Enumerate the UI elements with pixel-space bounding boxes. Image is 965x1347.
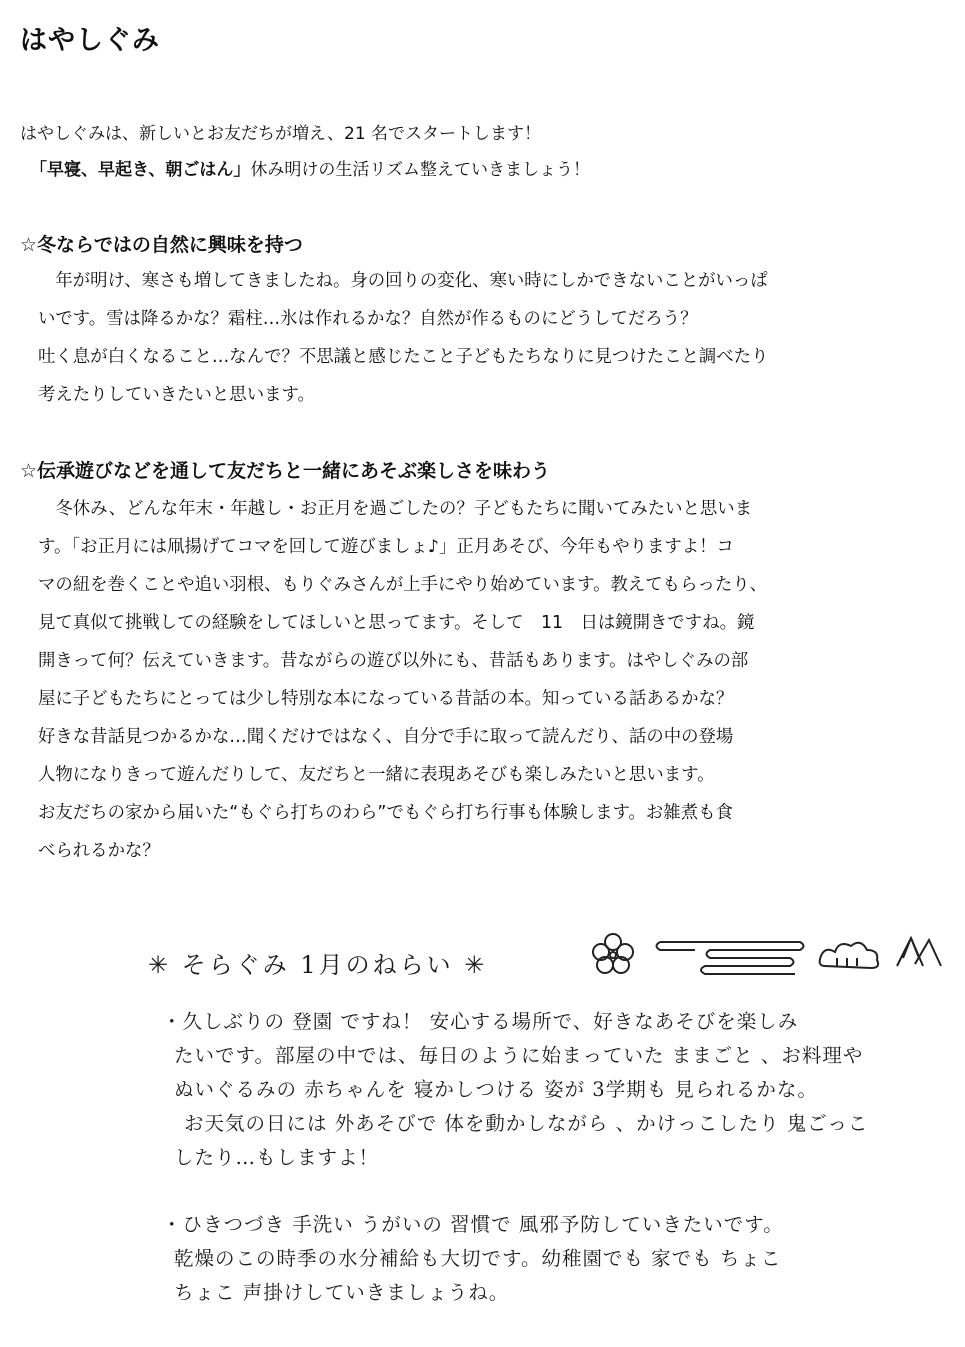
intro-paragraph — [20, 116, 590, 188]
section-2-body — [38, 490, 898, 870]
section-2-line: お友だちの家から届いた“もぐら打ちのわら”でもぐら打ち行事も体験します。お雑煮も食 — [38, 803, 733, 823]
section-2-line: 冬休み、どんな年末・年越し・お正月を過ごしたの？子どもたちに聞いてみたいと思いま — [38, 499, 753, 519]
section-2-line: マの紐を巻くことや追い羽根、もりぐみさんが上手にやり始めています。教えてもらったり、 — [38, 575, 768, 595]
section-2-line: 屋に子どもたちにとっては少し特別な本になっている昔話の本。知っている話あるかな？ — [38, 689, 734, 709]
section-2-line: 見て真似て挑戦しての経験をしてほしいと思ってます。そして 11 日は鏡開きですね。鏡 — [38, 613, 755, 633]
handwritten-line: たいです。部屋の中では、毎日のように始まっていた ままごと 、お料理や — [174, 1044, 864, 1067]
section-1-body — [38, 262, 898, 414]
intro-line-2 — [20, 152, 590, 188]
section-2-line: 開きって何？伝えていきます。昔ながらの遊び以外にも、昔話もあります。はやしぐみの部 — [38, 651, 749, 671]
page-title: はやしぐみ — [20, 25, 160, 56]
intro-slogan: 「早寝、早起き、朝ごはん」 — [30, 160, 251, 180]
section-1-line: 吐く息が白くなること…なんで？不思議と感じたこと子どもたちなりに見つけたこと調べたり — [38, 347, 769, 367]
handwritten-line: 乾燥のこの時季の水分補給も大切です。幼稚園でも 家でも ちょこ — [174, 1247, 782, 1270]
plum-blossom-icon — [593, 934, 633, 973]
handwritten-line: したり…もしますよ！ — [174, 1146, 380, 1169]
handwritten-title: ✳ そらぐみ 1月のねらい ✳ — [148, 951, 488, 979]
section-1-heading: ☆冬ならではの自然に興味を持つ — [20, 234, 303, 256]
pine-icon — [897, 938, 941, 966]
section-2-line: 人物になりきって遊んだりして、友だちと一緒に表現あそびも楽しみたいと思います。 — [38, 765, 715, 785]
handwritten-line: ちょこ 声掛けしていきましょうね。 — [174, 1281, 510, 1304]
handwritten-line: ぬいぐるみの 赤ちゃんを 寝かしつける 姿が 3学期も 見られるかな。 — [174, 1078, 818, 1101]
intro-line-1: はやしぐみは、新しいとお友だちが増え、21 名でスタートします！ — [20, 124, 542, 144]
section-1-line: 年が明け、寒さも増してきましたね。身の回りの変化、寒い時にしかできないことがいっぱ — [38, 271, 768, 291]
section-2-heading: ☆伝承遊びなどを通して友だちと一緒にあそぶ楽しさを味わう — [20, 460, 551, 482]
cloud-icon — [820, 943, 878, 968]
cloud-line-icon — [657, 942, 804, 974]
handwritten-line: お天気の日には 外あそびで 体を動かしながら 、かけっこしたり 鬼ごっこ — [184, 1112, 869, 1135]
section-1-line: いです。雪は降るかな？霜柱…氷は作れるかな？自然が作るものにどうしてだろう？ — [38, 309, 698, 329]
section-2-line: べられるかな？ — [38, 841, 160, 861]
intro-line-2-rest: 休み明けの生活リズム整えていきましょう！ — [250, 160, 590, 180]
decorative-doodles — [585, 928, 945, 978]
section-1-line: 考えたりしていきたいと思います。 — [38, 385, 315, 405]
handwritten-line: ・久しぶりの 登園 ですね！ 安心する場所で、好きなあそびを楽しみ — [162, 1010, 799, 1033]
handwritten-block-1 — [162, 1005, 962, 1175]
section-2-line: す。「お正月には凧揚げてコマを回して遊びましょ♪」正月あそび、今年もやりますよ！コ — [38, 537, 734, 557]
handwritten-line: ・ひきつづき 手洗い うがいの 習慣で 風邪予防していきたいです。 — [162, 1213, 784, 1236]
handwritten-block-2 — [162, 1208, 962, 1310]
section-2-line: 好きな昔話見つかるかな…聞くだけではなく、自分で手に取って読んだり、話の中の登場 — [38, 727, 734, 747]
